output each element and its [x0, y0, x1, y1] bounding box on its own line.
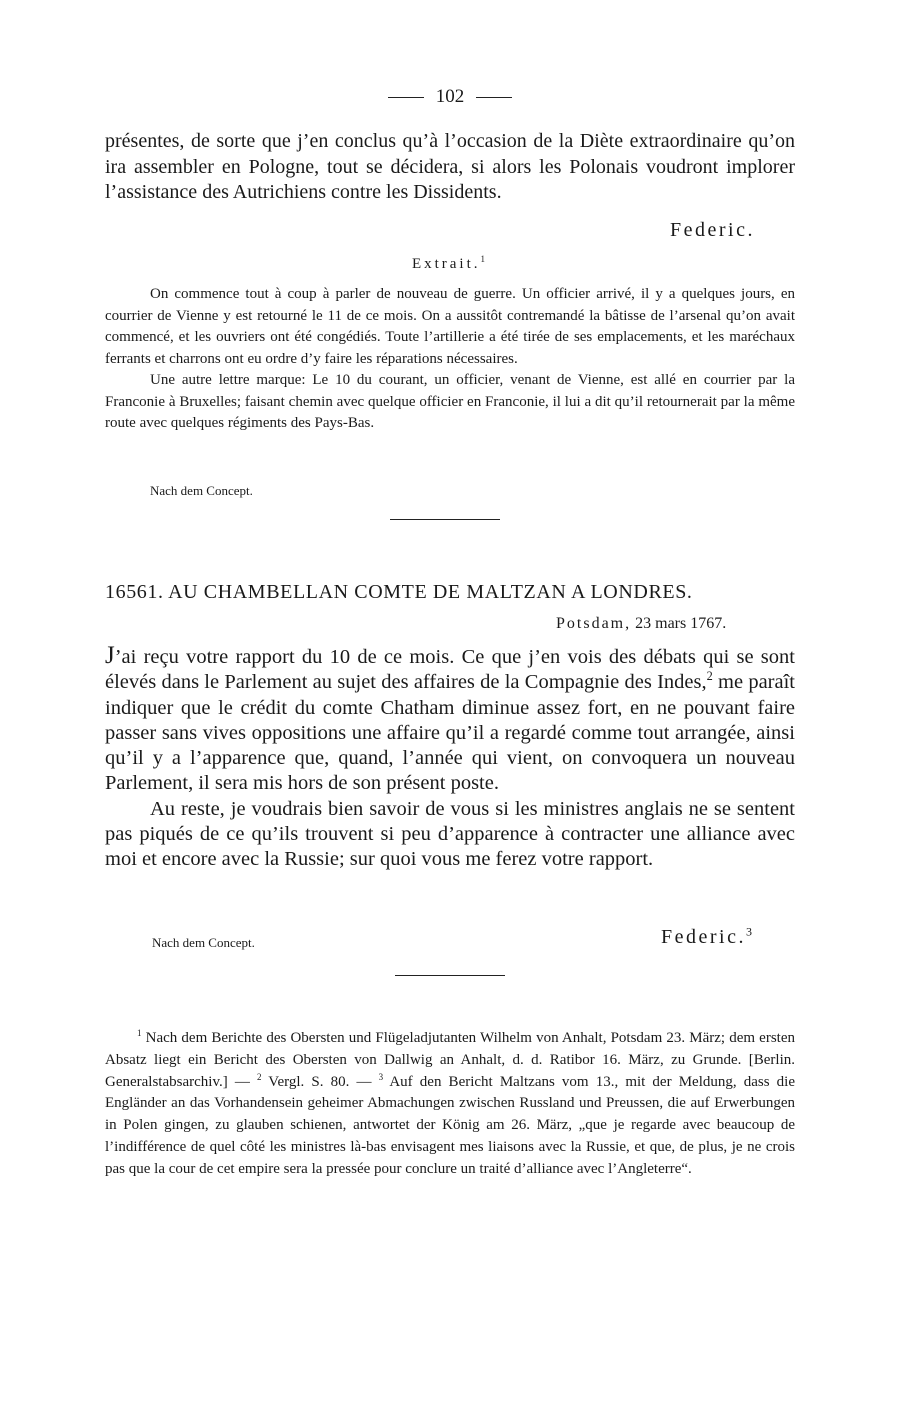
footnote-paragraph [105, 1028, 795, 1181]
footnote-ref-1: 1 [480, 254, 489, 264]
drop-cap: J [105, 642, 115, 669]
footnote-marker-3: 3 [378, 1071, 384, 1082]
footnote-marker-2: 2 [256, 1071, 262, 1082]
section-divider-2 [395, 975, 505, 976]
letter-paragraph-1 [105, 643, 795, 797]
footnote-2-text: Vergl. S. 80. — [261, 1073, 379, 1090]
letter-paragraph-1-a: ’ai reçu votre rapport du 10 de ce mois. Ce que j’en vois des débats qui se sont élevés dans le Parlement au sujet des affaires de la Compagnie des Indes, [105, 646, 795, 694]
letter-signature-text: Federic. [661, 926, 746, 948]
previous-letter-text: présentes, de sorte que j’en conclus qu’à l’occasion de la Diète extraordinaire qu’on ira assembler en Pologne, tout se décidera, si alors les Polonais voudront implorer l’assistance des Autrichiens contre les Dissidents. [105, 130, 795, 203]
extrait-source-note: Nach dem Concept. [150, 483, 253, 498]
page-header [0, 86, 900, 108]
footnote-ref-2: 2 [706, 669, 713, 684]
footnote-3-text: Auf den Bericht Maltzans vom 13., mit der Meldung, dass die Engländer an das Vorhandensein geheimer Abmachungen zwischen Russland und Preussen, die auf Erwerbungen in Polen gingen, zu glauben schienen, antwortet der König am 26. März, „que je regarde avec beaucoup de l’indifférence de quel côté les ministres là-bas envisagent mes liaisons avec la Russie, et que, de plus, je ne crois pas que la cour de cet empire sera la pressée pour conclure un traité d’alliance avec l’Angleterre“. [105, 1073, 795, 1177]
previous-letter-ending [105, 129, 795, 206]
footnotes [105, 1028, 795, 1181]
previous-letter-signature: Federic. [670, 219, 755, 241]
letter-source-note: Nach dem Concept. [152, 935, 255, 950]
letter-heading: 16561. AU CHAMBELLAN COMTE DE MALTZAN A LONDRES. [105, 581, 693, 603]
dateline-place: Potsdam, [556, 615, 632, 632]
section-divider-1 [390, 519, 500, 520]
header-dash-right [476, 97, 512, 98]
extrait-body [105, 284, 795, 435]
extrait-paragraph-1: On commence tout à coup à parler de nouveau de guerre. Un officier arrivé, il y a quelques jours, en courrier de Vienne y est retourné le 11 de ce mois. On a aussitôt contremandé la bâtisse de l’arsenal qu’on avait commencé, et les ouvriers ont été congédiés. Toute l’artillerie a été tirée de ses emplacements, et les maréchaux ferrants et charrons ont eu ordre d’y faire les réparations nécessaires. [105, 286, 795, 367]
extrait-title [0, 256, 900, 273]
letter-signature [661, 926, 754, 949]
extrait-paragraph-2: Une autre lettre marque: Le 10 du courant, un officier, venant de Vienne, est allé en courrier par la Franconie à Bruxelles; faisant chemin avec quelque officier en Franconie, il lui a dit qu’il retournerait par la même route avec quelques régiments des Pays-Bas. [105, 372, 795, 431]
header-dash-left [388, 97, 424, 98]
footnote-ref-3: 3 [745, 924, 755, 939]
footnote-marker-1: 1 [137, 1028, 142, 1038]
footnote-1-text: Nach dem Berichte des Obersten und Flügeladjutanten Wilhelm von Anhalt, Potsdam 23. März; dem ersten Absatz liegt ein Bericht des Obersten von Dallwig an Anhalt, d. d. Ratibor 16. März, zu Grunde. [Berlin. Generalstabsarchiv.] — [105, 1030, 795, 1090]
letter-dateline [556, 615, 726, 633]
page-number: 102 [435, 86, 465, 107]
letter-body [105, 643, 795, 873]
dateline-date: 23 mars 1767. [635, 615, 727, 632]
letter-paragraph-2: Au reste, je voudrais bien savoir de vous si les ministres anglais ne se sentent pas piqués de ce qu’ils trouvent si peu d’apparence à contracter une alliance avec moi et encore avec la Russie; sur quoi vous me ferez votre rapport. [105, 797, 795, 871]
extrait-title-text: Extrait. [411, 256, 481, 272]
letter-paragraph-1-b: me paraît indiquer que le crédit du comte Chatham diminue assez fort, en ne pouvant faire passer sans vives oppositions une affaire qu’il a regardé comme tout arrangée, ainsi qu’il y a l’apparence que, quand, l’année qui vient, on convoquera un nouveau Parlement, il sera mis hors de son présent poste. [105, 671, 795, 795]
